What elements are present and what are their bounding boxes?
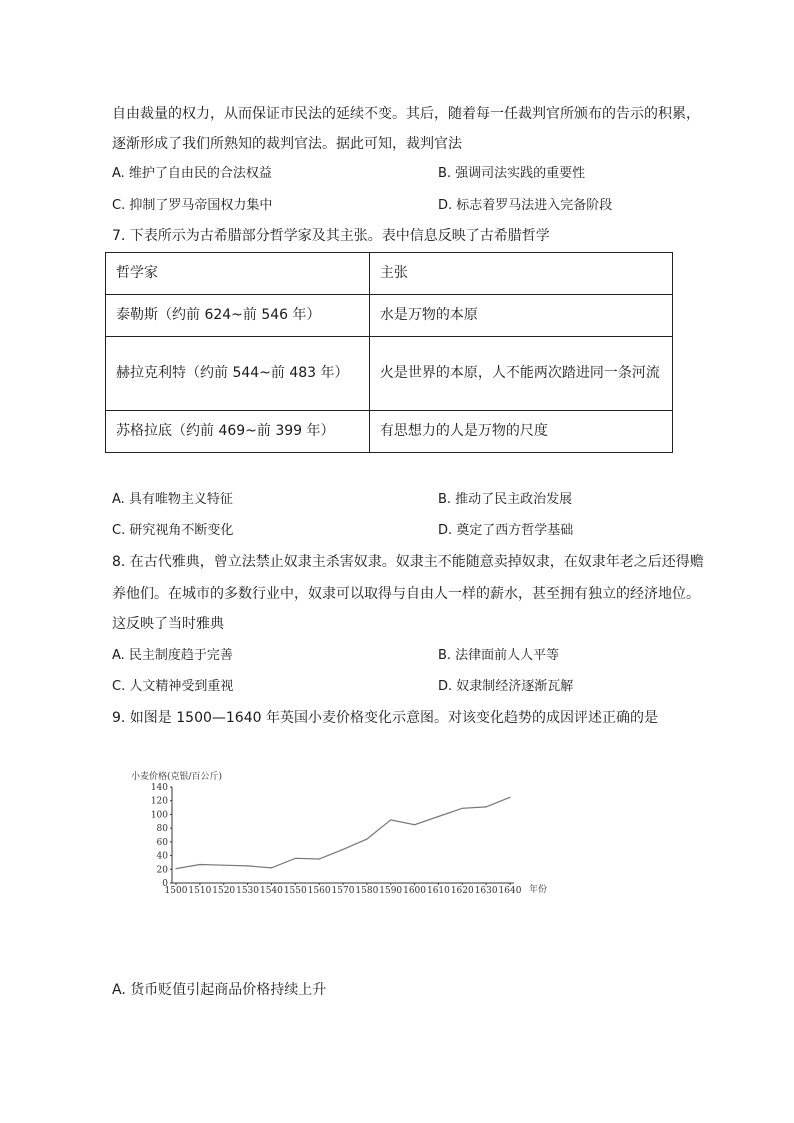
chart-x-tick-label: 1610	[426, 886, 450, 896]
q8-line-3: 这反映了当时雅典	[112, 616, 224, 632]
chart-y-tick-label: 100	[150, 810, 168, 821]
chart-x-tick-label: 1520	[212, 886, 236, 896]
chart-point	[223, 865, 224, 866]
chart-x-tick-label: 1540	[259, 886, 283, 896]
chart-x-tick-label: 1570	[331, 886, 355, 896]
q8-option-d: D. 奴隶制经济逐渐瓦解	[438, 679, 574, 694]
table-header-cell: 主张	[369, 253, 672, 295]
chart-point	[319, 858, 320, 859]
wheat-price-chart	[125, 765, 565, 900]
table-row	[106, 295, 673, 337]
chart-point	[414, 824, 415, 825]
table-row	[106, 411, 673, 453]
philosophers-table	[105, 252, 673, 453]
q9-option-a: A. 货币贬值引起商品价格持续上升	[112, 982, 327, 998]
chart-ylabel: 小麦价格(克银/百公斤)	[131, 772, 223, 782]
chart-points	[175, 797, 510, 870]
chart-y-tick-label: 0	[162, 879, 168, 889]
intro-line-1: 自由裁量的权力，从而保证市民法的延续不变。其后，随着每一任裁判官所颁布的告示的积累，	[112, 106, 700, 122]
chart-x-tick-label: 1530	[236, 886, 260, 896]
intro-line-2: 逐渐形成了我们所熟知的裁判官法。据此可知，裁判官法	[112, 136, 462, 152]
chart-y-tick-label: 60	[156, 837, 168, 848]
table-header-row	[106, 253, 673, 295]
chart-point	[175, 868, 176, 869]
q7-option-a: A. 具有唯物主义特征	[112, 492, 233, 507]
q7-option-c: C. 研究视角不断变化	[112, 523, 234, 538]
q8-line-1: 8. 在古代雅典，曾立法禁止奴隶主杀害奴隶。奴隶主不能随意卖掉奴隶，在奴隶年老之后还得赡	[112, 554, 704, 570]
q8-line-2: 养他们。在城市的多数行业中，奴隶可以取得与自由人一样的薪水，甚至拥有独立的经济地位。	[112, 586, 700, 602]
chart-x-tick-label: 1630	[474, 886, 498, 896]
chart-x-tick-label: 1580	[355, 886, 379, 896]
chart-x-tick-label: 1600	[403, 886, 427, 896]
q9-stem: 9. 如图是 1500—1640 年英国小麦价格变化示意图。对该变化趋势的成因评述正确的是	[112, 710, 658, 726]
chart-point	[199, 864, 200, 865]
chart-y-tick-label: 80	[156, 824, 168, 835]
chart-x-tick-label: 1640	[498, 886, 522, 896]
q6-option-b: B. 强调司法实践的重要性	[438, 166, 586, 181]
chart-point	[486, 806, 487, 807]
chart-x-tick-label: 1550	[283, 886, 307, 896]
chart-point	[247, 865, 248, 866]
chart-yticks	[151, 783, 172, 889]
chart-x-tick-label: 1590	[379, 886, 403, 896]
table-cell: 赫拉克利特（约前 544~前 483 年）	[106, 337, 370, 411]
q7-stem: 7. 下表所示为古希腊部分哲学家及其主张。表中信息反映了古希腊哲学	[112, 228, 550, 244]
table-cell: 有思想力的人是万物的尺度	[369, 411, 672, 453]
chart-y-tick-label: 40	[156, 851, 168, 862]
q7-option-b: B. 推动了民主政治发展	[438, 492, 573, 507]
chart-point	[342, 849, 343, 850]
chart-point	[295, 858, 296, 859]
chart-point	[509, 797, 510, 798]
chart-point	[462, 808, 463, 809]
chart-y-tick-label: 20	[156, 865, 168, 876]
chart-x-tick-label: 1620	[450, 886, 474, 896]
chart-y-tick-label: 140	[150, 783, 168, 793]
q6-option-a: A. 维护了自由民的合法权益	[112, 166, 272, 181]
chart-point	[390, 819, 391, 820]
chart-xticks	[165, 883, 522, 896]
table-cell: 水是万物的本原	[369, 295, 672, 337]
chart-x-tick-label: 1510	[188, 886, 212, 896]
chart-point	[271, 867, 272, 868]
table-header-cell: 哲学家	[106, 253, 370, 295]
table-cell: 火是世界的本原，人不能两次踏进同一条河流	[369, 337, 672, 411]
q8-option-c: C. 人文精神受到重视	[112, 679, 234, 694]
q8-option-a: A. 民主制度趋于完善	[112, 648, 233, 663]
chart-y-tick-label: 120	[150, 796, 168, 807]
table-cell: 苏格拉底（约前 469~前 399 年）	[106, 411, 370, 453]
table-row	[106, 337, 673, 411]
q6-option-c: C. 抑制了罗马帝国权力集中	[112, 198, 273, 213]
chart-x-tick-label: 1500	[164, 886, 188, 896]
q8-option-b: B. 法律面前人人平等	[438, 648, 560, 663]
chart-point	[438, 816, 439, 817]
q6-option-d: D. 标志着罗马法进入完备阶段	[438, 198, 613, 213]
chart-point	[366, 839, 367, 840]
chart-x-tick-label: 1560	[307, 886, 331, 896]
q7-option-d: D. 奠定了西方哲学基础	[438, 523, 574, 538]
table-cell: 泰勒斯（约前 624~前 546 年）	[106, 295, 370, 337]
chart-xlabel: 年份	[529, 885, 548, 895]
chart-series-line	[176, 797, 510, 868]
chart-axes	[172, 787, 514, 883]
